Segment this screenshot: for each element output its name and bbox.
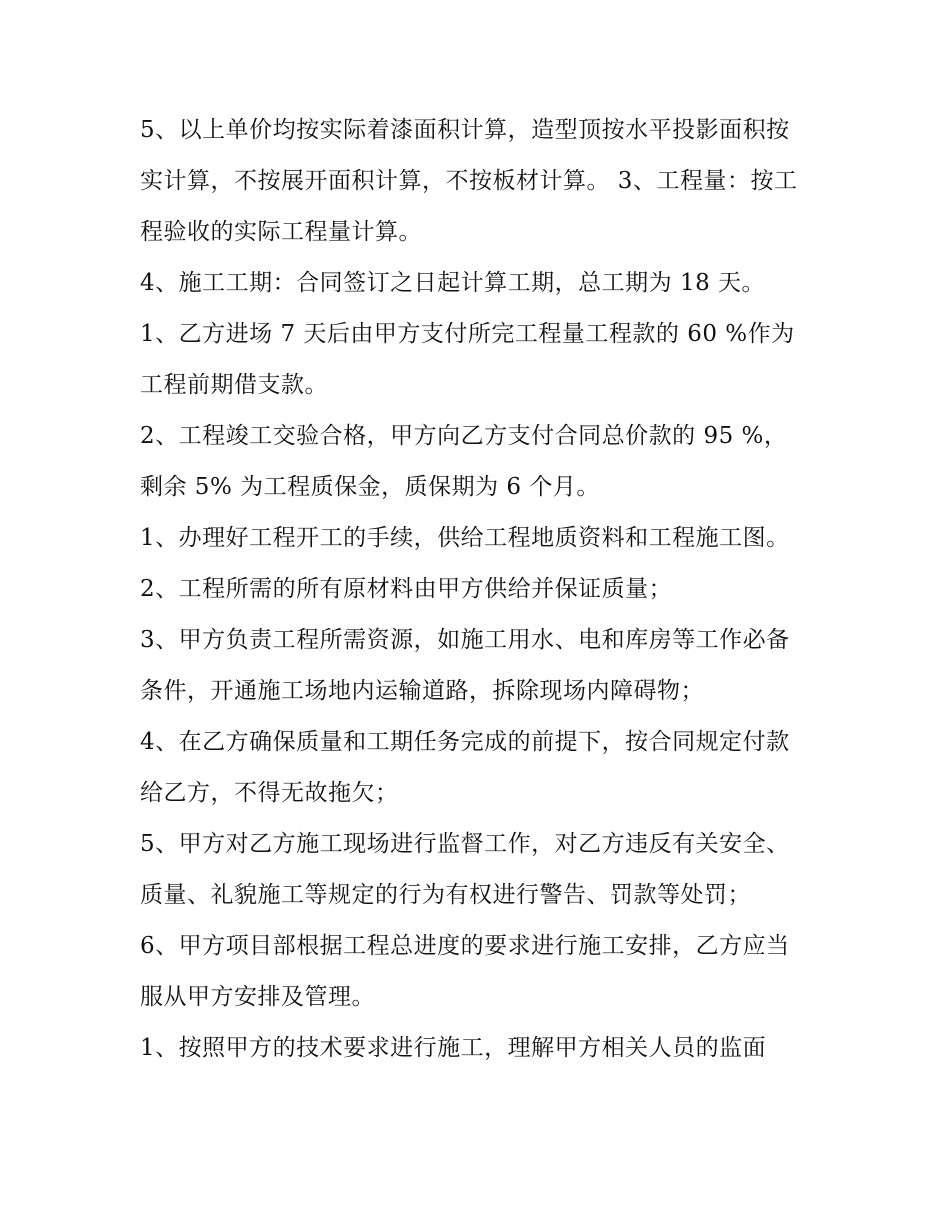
paragraph-completion-payment: 2、工程竣工交验合格，甲方向乙方支付合同总价款的 95 %，剩余 5% 为工程质保金，质保期为 6 个月。 — [140, 423, 788, 500]
paragraph-party-b-requirements: 1、按照甲方的技术要求进行施工，理解甲方相关人员的监面 — [140, 1035, 767, 1061]
paragraph-party-a-procedures: 1、办理好工程开工的手续，供给工程地质资料和工程施工图。 2、工程所需的所有原材料由甲方供给并保证质量； — [140, 525, 798, 602]
paragraph-unit-price-note: 5、以上单价均按实际着漆面积计算，造型顶按水平投影面积按实计算，不按展开面积计算，不按板材计算。 3、工程量：按工程验收的实际工程量计算。 — [140, 117, 798, 245]
paragraph-construction-period: 4、施工工期：合同签订之日起计算工期，总工期为 18 天。 — [140, 270, 766, 296]
paragraph-party-a-payment: 4、在乙方确保质量和工期任务完成的前提下，按合同规定付款给乙方，不得无故拖欠； — [140, 729, 790, 806]
paragraph-party-a-supervision: 5、甲方对乙方施工现场进行监督工作，对乙方违反有关安全、质量、礼貌施工等规定的行为有权进行警告、罚款等处罚； — [140, 831, 790, 908]
paragraph-advance-payment: 1、乙方进场 7 天后由甲方支付所完工程量工程款的 60 %作为工程前期借支款。 — [140, 321, 795, 398]
paragraph-party-a-resources: 3、甲方负责工程所需资源，如施工用水、电和库房等工作必备条件，开通施工场地内运输道路，拆除现场内障碍物； — [140, 627, 790, 704]
document-body — [140, 105, 810, 1074]
paragraph-party-a-scheduling: 6、甲方项目部根据工程总进度的要求进行施工安排，乙方应当服从甲方安排及管理。 — [140, 933, 790, 1010]
